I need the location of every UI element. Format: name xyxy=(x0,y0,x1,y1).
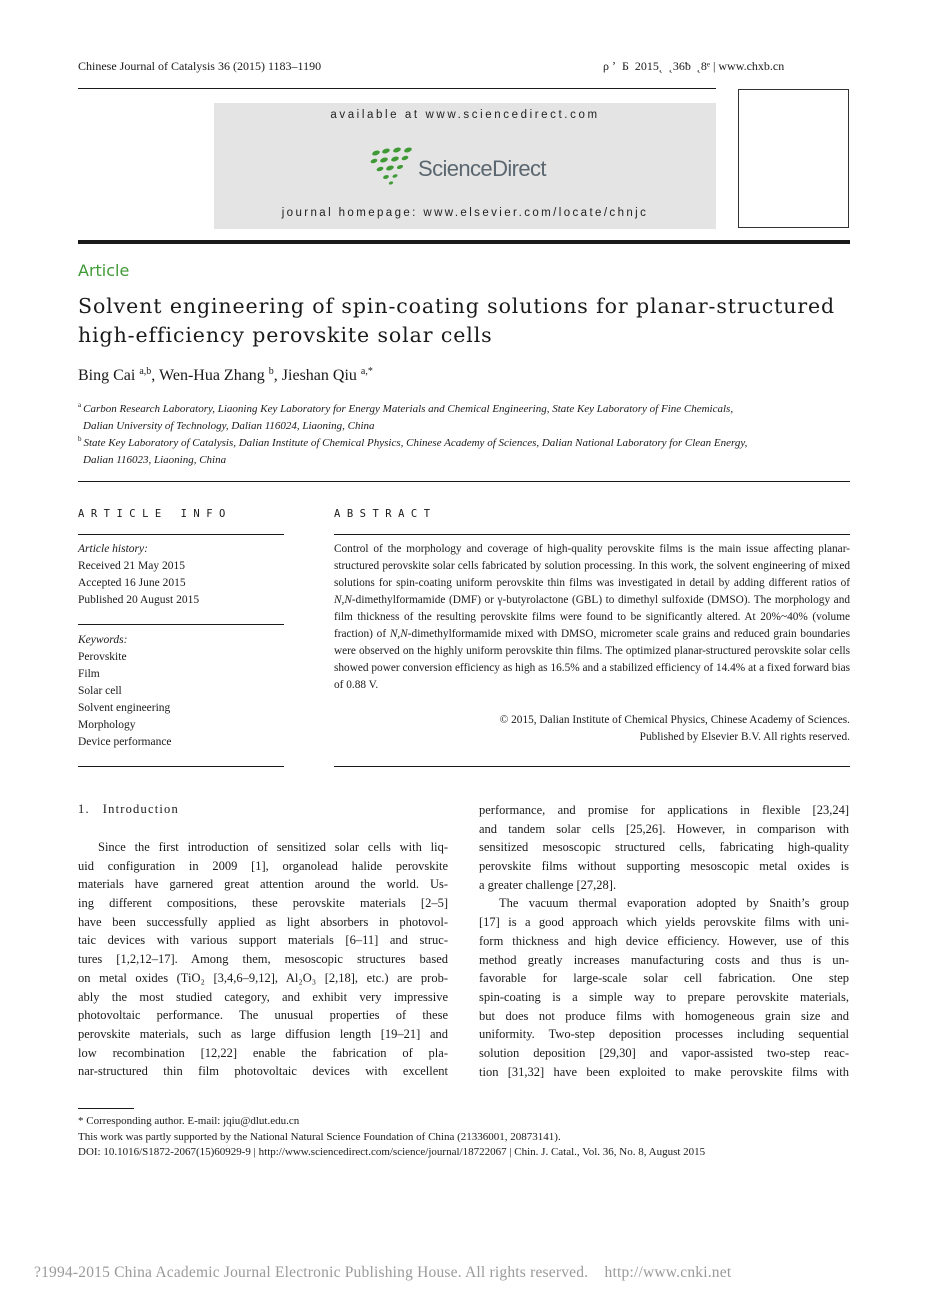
sciencedirect-leaves-icon xyxy=(370,147,418,187)
keyword: Solvent engineering xyxy=(78,702,171,714)
text-line: and tandem solar cells [25,26]. However, in comparison with xyxy=(479,821,849,836)
abstract-segment: -dimethylformamide mixed with DMSO, micrometer scale grains and reduced grain boundaries were observed on the highly uniform perovskite thin films. The optimized planar-structured perovskite solar cells showed power conversion efficiency as high as 16.5% and a stabilized efficiency of 14.4% at a fixed forward bias of 0.88 V. xyxy=(334,628,850,691)
text-line: form thickness and high device efficiency. However, use of this xyxy=(479,933,849,948)
keyword: Morphology xyxy=(78,719,136,731)
article-history xyxy=(78,541,284,609)
text-line: Since the first introduction of sensitized solar cells with liq- xyxy=(98,840,448,854)
title-line-2: high-efficiency perovskite solar cells xyxy=(78,323,493,347)
article-info-heading: ARTICLE INFO xyxy=(78,508,232,520)
intro-left-column xyxy=(78,838,448,1081)
text-line: nar-structured thin film photovoltaic devices with excellent xyxy=(78,1064,448,1079)
abstract-rule xyxy=(334,534,850,535)
text-line: ing different compositions, these perovskite materials [2–5] xyxy=(78,896,448,911)
copyright-notice xyxy=(334,712,850,746)
text-line: perovskite films without supporting mesoscopic metal oxides is xyxy=(479,859,849,874)
keywords-label: Keywords: xyxy=(78,634,128,646)
affiliation-mark: b xyxy=(78,435,82,443)
text-line: on metal oxides (TiO₂ [3,4,6–9,12], Al₂O₃ [2,18], etc.) are prob- xyxy=(78,970,448,985)
text-line: ably the most studied category, and exhibit very impressive xyxy=(78,989,448,1004)
keyword: Solar cell xyxy=(78,685,122,697)
keyword: Film xyxy=(78,668,100,680)
author-list: Bing Cai $^{a,b}$, Wen-Hua Zhang $^b$, Jieshan Qiu $^{a,*}$ xyxy=(78,366,373,384)
abstract-segment: -dimethylformamide (DMF) or γ-butyrolactone (GBL) to dimethyl sulfoxide (DMSO). The morphology and film thickness of the resulting perovskite films were found to be significantly altered. At 20%~40% (volume fraction) of xyxy=(334,594,850,640)
affiliation-line: Carbon Research Laboratory, Liaoning Key Laboratory for Energy Materials and Chemical Engineering, State Key Laboratory of Fine Chemicals, xyxy=(83,403,734,415)
text-line: photovoltaic performance. The unusual properties of these xyxy=(78,1008,448,1023)
corresponding-author-note: * Corresponding author. E-mail: jqiu@dlut.edu.cn xyxy=(78,1115,300,1127)
text-line: uid configuration in 2009 [1], organolead halide perovskite xyxy=(78,858,448,873)
abstract-text xyxy=(334,541,850,694)
affiliation-line: State Key Laboratory of Catalysis, Dalian Institute of Chemical Physics, Chinese Academy of Sciences, Dalian National Laboratory for Clean Energy, xyxy=(83,437,748,449)
funding-note: This work was partly supported by the National Natural Science Foundation of China (21336001, 20873141). xyxy=(78,1130,561,1143)
intro-right-column xyxy=(479,801,849,1081)
text-line: a greater challenge [27,28]. xyxy=(479,877,617,892)
article-title xyxy=(78,292,868,350)
text-line: performance, and promise for applications in flexible [23,24] xyxy=(479,803,849,817)
abstract-heading: ABSTRACT xyxy=(334,508,437,520)
journal-header-right xyxy=(603,59,784,74)
text-line: have been successfully applied as light absorbers in photovol- xyxy=(78,914,448,929)
info-rule xyxy=(78,624,284,625)
cnki-watermark: ?1994-2015 China Academic Journal Electronic Publishing House. All rights reserved. http://www.cnki.net xyxy=(34,1264,732,1281)
keywords-block xyxy=(78,632,284,751)
info-rule xyxy=(78,766,284,767)
sciencedirect-banner xyxy=(214,103,716,229)
text-line: solution deposition [29,30] and vapor-assisted two-step reac- xyxy=(479,1045,849,1060)
text-line: tures [1,2,12–17]. Among them, mesoscopic structures based xyxy=(78,952,448,967)
text-line: tion [31,32] have been exploited to make perovskite films with xyxy=(479,1064,849,1079)
footnote-rule xyxy=(78,1108,134,1109)
doi-line[interactable]: DOI: 10.1016/S1872-2067(15)60929-9 | http://www.sciencedirect.com/science/journal/18722067 | Chin. J. Catal., Vol. 36, No. 8, August 2015 xyxy=(78,1146,706,1158)
text-line: materials have garnered great attention around the world. Us- xyxy=(78,877,448,892)
introduction-heading: 1. Introduction xyxy=(78,802,179,816)
text-line: sensitized mesoscopic structured cells, fabricating high-quality xyxy=(479,840,849,855)
text-line: spin-coating is a simple way to prepare perovskite materials, xyxy=(479,989,849,1004)
abstract-italic: N,N xyxy=(389,628,408,640)
affiliation-b xyxy=(78,431,848,469)
affiliation-line: Dalian 116023, Liaoning, China xyxy=(83,454,227,466)
title-line-1: Solvent engineering of spin-coating solutions for planar-structured xyxy=(78,294,836,318)
journal-homepage-link[interactable]: journal homepage: www.elsevier.com/locate/chnjc xyxy=(281,207,649,219)
copyright-line: Published by Elsevier B.V. All rights reserved. xyxy=(639,731,850,743)
text-line: taic devices with various support materials [6–11] and struc- xyxy=(78,933,448,948)
available-at-link[interactable]: available at www.sciencedirect.com xyxy=(330,109,600,121)
chinese-journal-reference: ρ ʼ Б 2015˛ ˛36ƀ ˛8ᵉ xyxy=(603,59,710,73)
author-affiliation-mark: a,* xyxy=(360,366,373,377)
text-line: but does not produce films with homogeneous grain size and xyxy=(479,1008,849,1023)
history-label: Article history: xyxy=(78,543,148,555)
keyword: Device performance xyxy=(78,736,172,748)
text-line: method greatly increases manufacturing costs and thus is un- xyxy=(479,952,849,967)
info-rule xyxy=(78,534,284,535)
text-line: low recombination [12,22] enable the fabrication of pla- xyxy=(78,1045,448,1060)
affiliation-line: Dalian University of Technology, Dalian 116024, Liaoning, China xyxy=(83,420,375,432)
author-name: Jieshan Qiu xyxy=(281,367,357,384)
text-line: uniformity. Two-step deposition processes including sequential xyxy=(479,1027,849,1042)
affiliation-mark: a xyxy=(78,401,82,409)
text-line: [17] is a good approach which yields perovskite films with uni- xyxy=(479,915,849,930)
keyword: Perovskite xyxy=(78,651,127,663)
text-line: favorable for large-scale solar cell fabrication. One step xyxy=(479,971,849,986)
article-type-label: Article xyxy=(78,261,130,280)
received-date: Received 21 May 2015 xyxy=(78,560,185,572)
abstract-rule xyxy=(334,766,850,767)
section-rule xyxy=(78,481,850,482)
author-name: Bing Cai xyxy=(78,367,136,384)
journal-cover-frame xyxy=(738,89,849,228)
author-name: Wen-Hua Zhang xyxy=(159,367,265,384)
accepted-date: Accepted 16 June 2015 xyxy=(78,577,186,589)
header-rule xyxy=(78,88,716,89)
published-date: Published 20 August 2015 xyxy=(78,594,200,606)
journal-website[interactable]: | www.chxb.cn xyxy=(712,59,785,73)
footnotes xyxy=(78,1114,850,1161)
abstract-italic: N,N xyxy=(334,594,352,606)
sciencedirect-logo-text: ScienceDirect xyxy=(418,156,546,181)
text-line: perovskite materials, such as large diffusion length [19–21] and xyxy=(78,1026,448,1041)
journal-reference: Chinese Journal of Catalysis 36 (2015) 1183–1190 xyxy=(78,59,322,73)
affiliation-a xyxy=(78,397,848,435)
author-affiliation-mark: a,b xyxy=(139,366,152,377)
text-line: The vacuum thermal evaporation adopted by Snaith’s group xyxy=(499,896,849,911)
copyright-line: © 2015, Dalian Institute of Chemical Physics, Chinese Academy of Sciences. xyxy=(499,714,850,726)
abstract-segment: Control of the morphology and coverage of high-quality perovskite films is the main issue affecting planar-structured perovskite solar cells fabricated by solution processing. In this work, the solvent engineering of mixed solutions for spin-coating uniform perovskite thin films was investigated in detail by adding different ratios of xyxy=(334,543,850,589)
author-affiliation-mark: b xyxy=(268,366,274,377)
banner-thick-rule xyxy=(78,240,850,244)
